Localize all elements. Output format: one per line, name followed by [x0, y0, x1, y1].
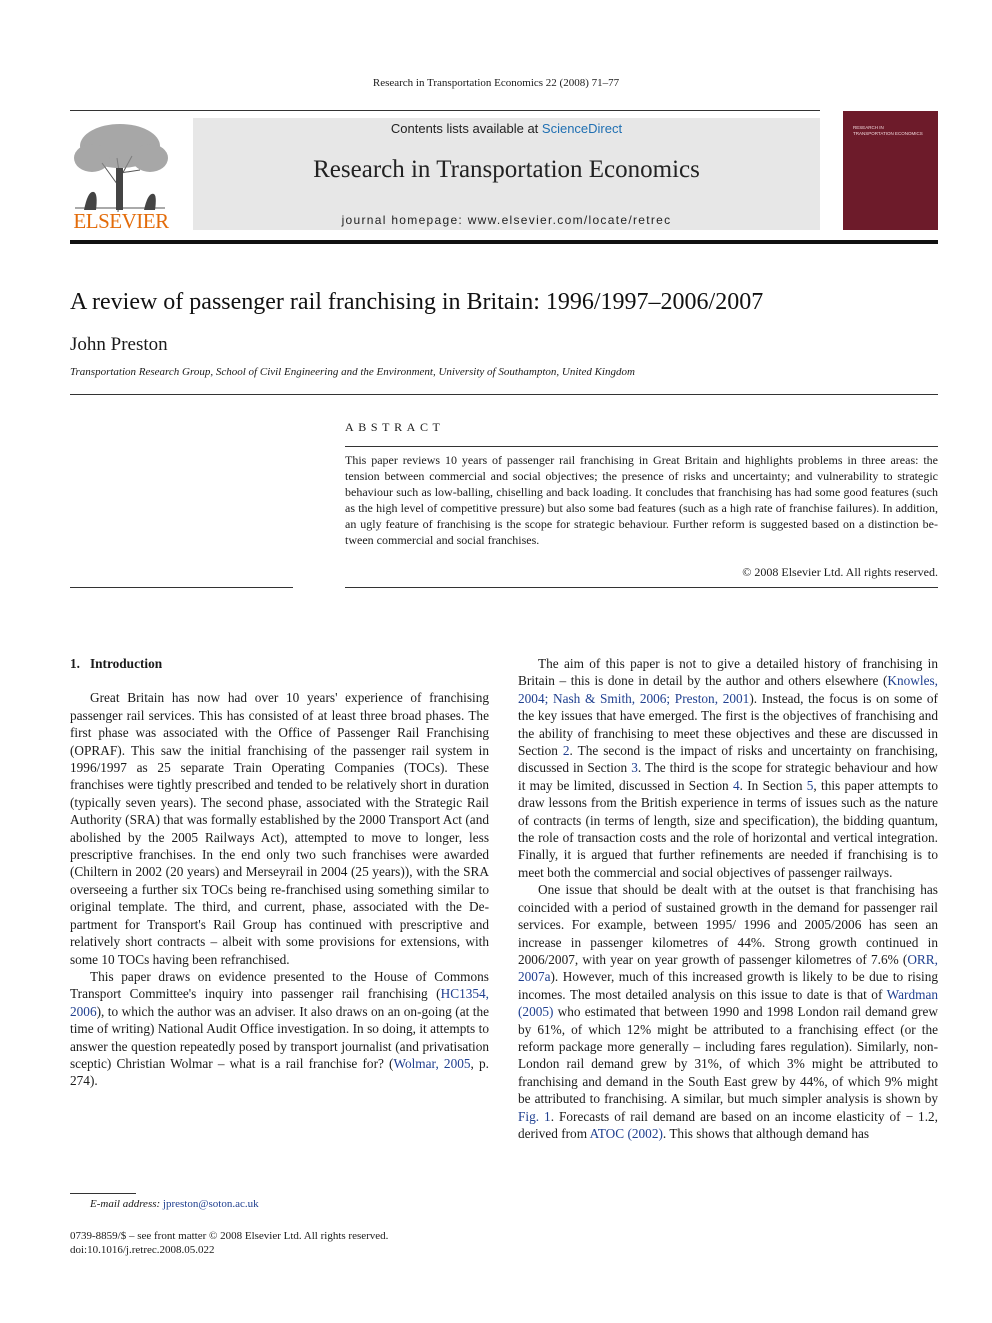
section-link[interactable]: 2 [562, 743, 570, 759]
text-run: , this paper attempts to draw lessons from the British experience in terms of issues such as the nature of contracts (in terms of length, size and specification), the bidding quantum, the role of transaction costs and the role of horizontal and vertical integration. Finally, it is argued that further refinements are needed if franchising is to meet both the commercial and social objectives of passenger railways. [518, 777, 938, 880]
citation-link[interactable]: ATOC (2002) [589, 1125, 663, 1141]
text-run: . The third is the scope for strategic behaviour and how it may be limited, discussed in Section [518, 760, 939, 793]
contents-line [193, 121, 820, 136]
section-heading [70, 655, 489, 672]
abstract-heading: ABSTRACT [345, 420, 445, 434]
sciencedirect-link[interactable]: ScienceDirect [541, 121, 623, 136]
email-label: E-mail address: [90, 1198, 161, 1210]
citation-link[interactable]: HC1354, 2006 [70, 986, 489, 1019]
citation-link[interactable]: Knowles, 2004; Nash & Smith, 2006; Preston, 2001 [518, 673, 938, 706]
publisher-logo-text: ELSEVIER [73, 209, 169, 233]
article-title: A review of passenger rail franchising in Britain: 1996/1997–2006/2007 [70, 289, 764, 315]
text-run: The aim of this paper is not to give a detailed history of franchising in Britain – this is done in detail by the author and others elsewhere ( [518, 656, 938, 689]
text-run: , p. 274). [70, 1055, 489, 1089]
header-rule [70, 110, 820, 111]
paragraph [518, 881, 938, 1142]
abstract-top-rule [345, 446, 938, 447]
tree-icon [70, 118, 172, 216]
citation-link[interactable]: Wardman (2005) [518, 986, 938, 1020]
author-affiliation: Transportation Research Group, School of Civil Engineering and the Environment, University of Southampton, United Kingdom [70, 366, 635, 378]
journal-title: Research in Transportation Economics [313, 156, 700, 183]
email-footnote [90, 1198, 259, 1210]
journal-homepage-link[interactable]: journal homepage: www.elsevier.com/locate/retrec [341, 213, 672, 227]
footnote-rule [70, 1193, 136, 1194]
cover-title-line2: TRANSPORTATION ECONOMICS [853, 131, 923, 136]
journal-cover-thumbnail[interactable] [843, 111, 938, 230]
text-run: . In Section [739, 777, 807, 793]
text-run: One issue that should be dealt with at the outset is that franchising has coincided with a period of sustained growth in the demand for passenger rail services. For example, between 1995/ 1996 and 2005/2006 has seen an increase in passenger kilometres of 44%. Strong growth continued in 2006/2007, with year on year growth of passenger kilometres of 7.6% ( [518, 882, 938, 967]
left-column-rule [70, 587, 293, 588]
abstract-bottom-rule [345, 587, 938, 588]
text-run: ), to which the author was an adviser. It also draws on an on-going (at the time of writing) National Audit Office investigation. In so doing, it attempts to answer the question repeatedly posed by transport journalist (and privatisation sceptic) Christian Wolmar – what is a rail franchise for? ( [70, 1003, 489, 1071]
cover-title [853, 125, 923, 137]
copyright-line: © 2008 Elsevier Ltd. All rights reserved. [742, 565, 938, 579]
citation-link[interactable]: ORR, 2007a [518, 951, 938, 985]
paragraph: Great Britain has now had over 10 years' experience of franchising passenger rail services. This has consisted of at least three broad phases. The first phase was associated with the Office of Passenger Rail Franchising (OPRAF). This saw the initial franchising of the passenger rail system in 1996/1997 as 25 separate Train Operating Companies (TOCs). These franchises were tightly prescribed and tended to be relatively short in duration (typically seven years). The second phase, associated with the Strategic Rail Authority (SRA) that was formally established by the 2000 Transport Act (and abolished by the 2005 Railways Act), attempted to move to longer, less prescriptive franchises. In the end only two such franchises were awarded (Chiltern in 2002 (20 years) and Merseyrail in 2004 (25 years)), with the SRA overseeing a further six TOCs being re-franchised using something similar to original template. The third, and current, phase, associated with the Department for Transport's Rail Group has continued with prescriptive and relatively short contracts – albeit with some provisions for extensions, with some 10 TOCs having been refranchised. [70, 690, 489, 967]
text-run: . Forecasts of rail demand are based on an income elasticity of [550, 1108, 906, 1124]
figure-link[interactable]: Fig. 1 [518, 1108, 551, 1124]
section-number: 1. [70, 656, 80, 671]
email-link[interactable]: jpreston@soton.ac.uk [162, 1198, 259, 1210]
section-link[interactable]: 4 [732, 777, 740, 793]
doi-link[interactable]: doi:10.1016/j.retrec.2008.05.022 [70, 1244, 215, 1256]
paragraph [518, 655, 938, 881]
journal-citation: Research in Transportation Economics 22 (2008) 71–77 [372, 77, 620, 89]
section-link[interactable]: 3 [631, 760, 638, 776]
author-name[interactable]: John Preston [70, 334, 168, 355]
section-link[interactable]: 5 [806, 777, 814, 793]
text-run: ). However, much of this increased growth is likely to be due to rising incomes. The most detailed analysis on this issue to date is that of [518, 969, 938, 1002]
header-thick-rule [70, 240, 938, 244]
abstract-text: This paper reviews 10 years of passenger rail franchising in Great Britain and highlights problems in three areas: the tension between commercial and social objectives; the presence of risks and uncertainty; and vulnerability to strategic behaviour such as low-balling, chiselling and back loading. It concludes that franchising has had some good features (such as the high level of competitive pressure) but also some bad features (such as a high rate of franchise failures). In addition, an ugly feature of franchising is the scope for strategic behaviour. Further reform is suggested based on a distinction between commercial and social franchises. [345, 453, 938, 547]
text-run: who estimated that between 1990 and 1998 London rail demand grew by 61%, of which 12% might be attributed to a franchising effect (or the reform package more generally – including fares regulation). Similarly, non-London rail demand grew by 31%, of which 3% might be attributed to franchising and demand in the South East grew by 44%, of which 9% might be attributed to franchising. A similar, but much simpler analysis is shown by [518, 1004, 938, 1107]
cover-title-line1: RESEARCH IN [853, 125, 884, 130]
issn-line: 0739-8859/$ – see front matter © 2008 Elsevier Ltd. All rights reserved. [70, 1230, 389, 1242]
front-matter [70, 1229, 388, 1257]
citation-link[interactable]: Wolmar, 2005 [393, 1055, 471, 1071]
elasticity-value: − 1.2 [905, 1108, 935, 1124]
elsevier-logo[interactable] [70, 118, 172, 234]
body-column-left [70, 655, 489, 1090]
body-column-right [518, 655, 938, 1142]
text-run: . This shows that although demand has [662, 1125, 870, 1141]
text-run: ). Instead, the focus is on some of the key issues that have emerged. The first is the objectives of franchising and the ability of franchising to meet these objectives and these are discussed in Section [518, 690, 938, 759]
contents-prefix: Contents lists available at [390, 121, 542, 136]
text-run: This paper draws on evidence presented to the House of Commons Transport Committee's inquiry into passenger rail franchising ( [70, 968, 489, 1002]
text-run: , derived from [518, 1108, 938, 1141]
journal-banner [193, 118, 820, 230]
text-run: . The second is the impact of risks and uncertainty on franchising, discussed in Section [518, 743, 938, 776]
affiliation-rule [70, 394, 938, 395]
paragraph [70, 968, 489, 1090]
section-title: Introduction [89, 656, 163, 671]
